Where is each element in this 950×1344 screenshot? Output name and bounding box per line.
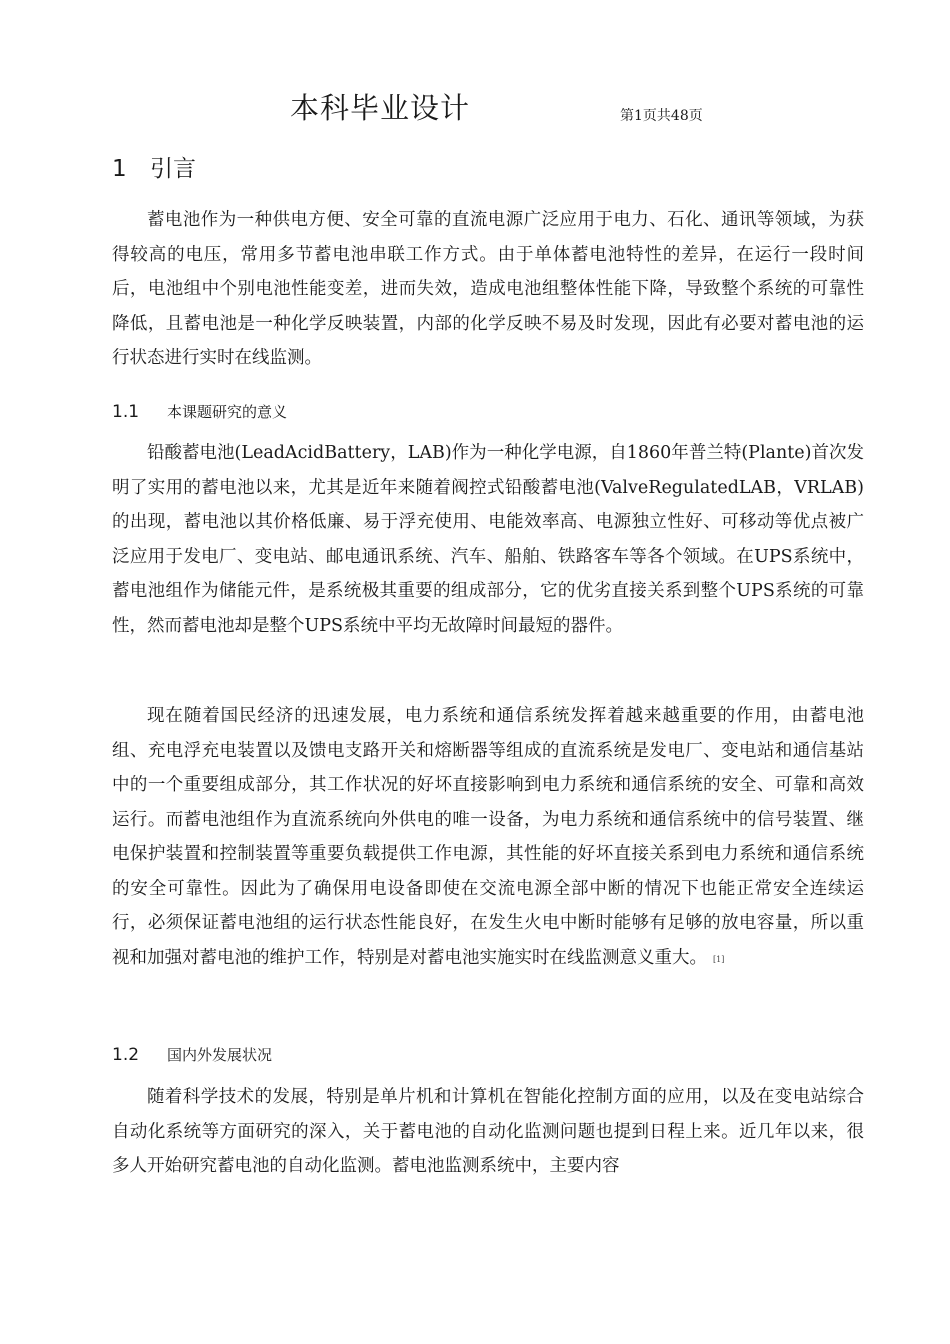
section-1-2-number: 1.2 <box>112 1045 140 1065</box>
section-1-heading <box>112 150 196 183</box>
section-1-1-paragraph-1: 铅酸蓄电池(LeadAcidBattery，LAB)作为一种化学电源，自1860年普兰特(Plante)首次发明了实用的蓄电池以来，尤其是近年来随着阀控式铅酸蓄电池(ValveRegulatedLAB，VRLAB)的出现，蓄电池以其价格低廉、易于浮充使用、电能效率高、电源独立性好、可移动等优点被广泛应用于发电厂、变电站、邮电通讯系统、汽车、船舶、铁路客车等各个领域。在UPS系统中，蓄电池组作为储能元件，是系统极其重要的组成部分，它的优劣直接关系到整个UPS系统的可靠性，然而蓄电池却是整个UPS系统中平均无故障时间最短的器件。 <box>112 443 864 636</box>
document-header-title: 本科毕业设计 <box>290 91 471 125</box>
section-1-title: 引言 <box>150 156 196 182</box>
section-1-1-paragraph-2 <box>112 699 864 977</box>
page-number: 第1页共48页 <box>620 108 703 124</box>
section-1-1-number: 1.1 <box>112 402 140 422</box>
citation-marker: [1] <box>713 954 725 964</box>
section-1-paragraph: 蓄电池作为一种供电方便、安全可靠的直流电源广泛应用于电力、石化、通讯等领域，为获得较高的电压，常用多节蓄电池串联工作方式。由于单体蓄电池特性的差异，在运行一段时间后，电池组中个别电池性能变差，进而失效，造成电池组整体性能下降，导致整个系统的可靠性降低，且蓄电池是一种化学反映装置，内部的化学反映不易及时发现，因此有必要对蓄电池的运行状态进行实时在线监测。 <box>112 210 864 368</box>
section-1-2-title: 国内外发展状况 <box>167 1046 273 1064</box>
section-1-number: 1 <box>112 156 127 182</box>
section-1-2-heading <box>112 1044 272 1065</box>
section-1-1-title: 本课题研究的意义 <box>167 403 288 421</box>
section-1-1-heading <box>112 401 287 422</box>
section-1-2-paragraph: 随着科学技术的发展，特别是单片机和计算机在智能化控制方面的应用，以及在变电站综合自动化系统等方面研究的深入，关于蓄电池的自动化监测问题也提到日程上来。近几年以来，很多人开始研究蓄电池的自动化监测。蓄电池监测系统中，主要内容 <box>112 1087 864 1176</box>
section-1-1-paragraph-2-text: 现在随着国民经济的迅速发展，电力系统和通信系统发挥着越来越重要的作用，由蓄电池组、充电浮充电装置以及馈电支路开关和熔断器等组成的直流系统是发电厂、变电站和通信基站中的一个重要组成部分，其工作状况的好坏直接影响到电力系统和通信系统的安全、可靠和高效运行。而蓄电池组作为直流系统向外供电的唯一设备，为电力系统和通信系统中的信号装置、继电保护装置和控制装置等重要负载提供工作电源，其性能的好坏直接关系到电力系统和通信系统的安全可靠性。因此为了确保用电设备即使在交流电源全部中断的情况下也能正常安全连续运行，必须保证蓄电池组的运行状态性能良好，在发生火电中断时能够有足够的放电容量，所以重视和加强对蓄电池的维护工作，特别是对蓄电池实施实时在线监测意义重大。 <box>112 706 864 968</box>
